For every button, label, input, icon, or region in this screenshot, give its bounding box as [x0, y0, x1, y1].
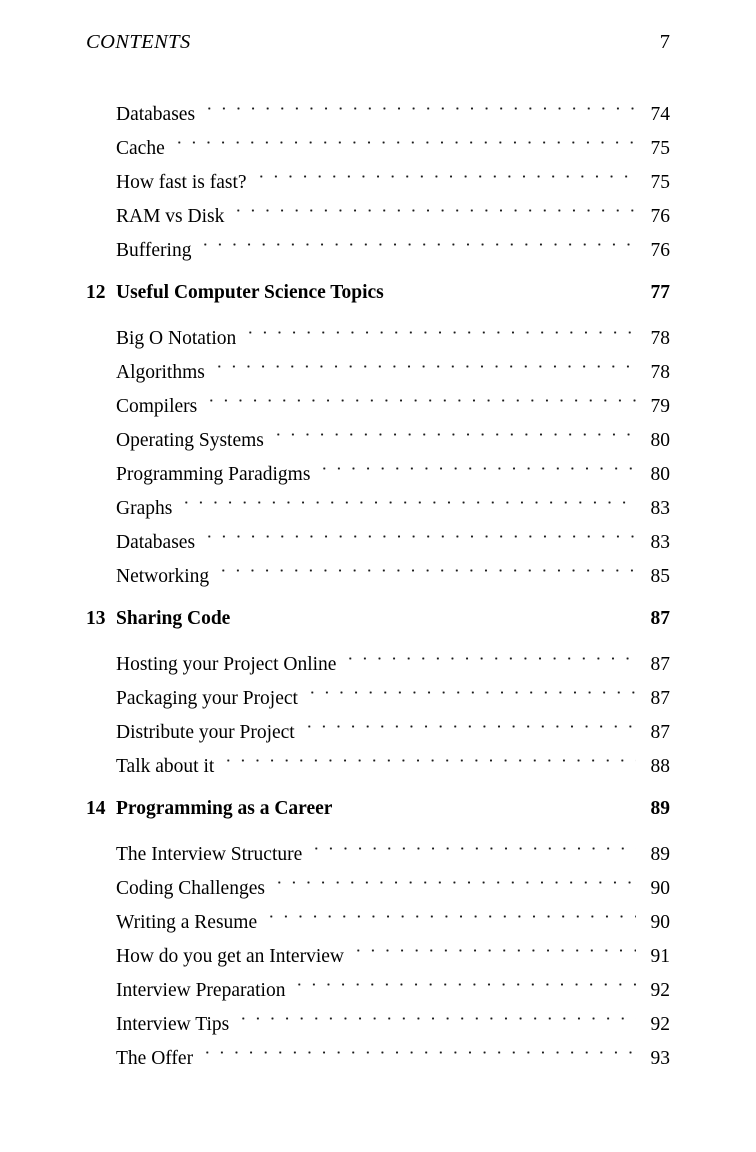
toc-entry-title: Programming Paradigms	[116, 464, 311, 485]
toc-entry-page-number: 79	[650, 396, 670, 417]
toc-entry-page-number: 87	[650, 688, 670, 709]
toc-entry-title: Databases	[116, 532, 196, 553]
dot-leader	[198, 222, 636, 256]
dot-leader	[204, 378, 636, 412]
toc-entry-title: Buffering	[116, 240, 192, 261]
toc-entry-page-number: 83	[650, 498, 670, 519]
dot-leader	[236, 996, 636, 1030]
dot-leader	[200, 1030, 636, 1064]
toc-entry-page-number: 88	[650, 756, 670, 777]
toc-entry-title: The Interview Structure	[116, 844, 303, 865]
toc-entry-title: Compilers	[116, 396, 198, 417]
toc-entry-title: Packaging your Project	[116, 688, 298, 709]
toc-entry-title: RAM vs Disk	[116, 206, 225, 227]
table-of-contents	[86, 86, 670, 1069]
toc-group	[86, 86, 670, 261]
dot-leader	[351, 928, 636, 962]
dot-leader	[243, 310, 636, 344]
toc-entry-page-number: 85	[650, 566, 670, 587]
toc-entry-row[interactable]	[86, 86, 670, 125]
toc-entry-title: Databases	[116, 104, 196, 125]
dot-leader	[202, 86, 636, 120]
dot-leader	[272, 860, 636, 894]
page-folio-number: 7	[659, 31, 670, 53]
dot-leader	[309, 826, 636, 860]
dot-leader	[271, 412, 636, 446]
toc-entry-page-number: 74	[650, 104, 670, 125]
toc-entry-page-number: 76	[650, 240, 670, 261]
toc-entry-title: Interview Tips	[116, 1014, 230, 1035]
chapter-title: Programming as a Career	[116, 798, 333, 819]
dot-leader	[216, 548, 636, 582]
dot-leader	[172, 120, 636, 154]
toc-entry-title: Hosting your Project Online	[116, 654, 337, 675]
toc-entry-row[interactable]	[86, 154, 670, 193]
dot-leader	[305, 670, 636, 704]
toc-entry-title: Coding Challenges	[116, 878, 265, 899]
chapter-page-number: 89	[650, 798, 670, 819]
dot-leader	[231, 188, 636, 222]
toc-group	[86, 602, 670, 777]
dot-leader	[221, 738, 636, 772]
toc-entry-page-number: 87	[650, 722, 670, 743]
running-head-title: CONTENTS	[86, 31, 191, 53]
toc-entry-title: Writing a Resume	[116, 912, 258, 933]
toc-entry-title: Big O Notation	[116, 328, 237, 349]
running-head	[86, 31, 670, 54]
toc-entry-title: Distribute your Project	[116, 722, 295, 743]
toc-entry-row[interactable]	[86, 120, 670, 159]
toc-entry-page-number: 90	[650, 878, 670, 899]
dot-leader	[212, 344, 636, 378]
toc-entry-page-number: 78	[650, 362, 670, 383]
toc-entry-page-number: 91	[650, 946, 670, 967]
toc-group	[86, 792, 670, 1069]
chapter-page-number: 87	[650, 608, 670, 629]
chapter-number: 14	[86, 798, 106, 819]
dot-leader	[317, 446, 636, 480]
toc-entry-title: The Offer	[116, 1048, 194, 1069]
toc-entry-page-number: 90	[650, 912, 670, 933]
toc-entry-page-number: 92	[650, 980, 670, 1001]
toc-entry-title: Networking	[116, 566, 210, 587]
toc-entry-page-number: 80	[650, 430, 670, 451]
toc-entry-row[interactable]	[86, 310, 670, 349]
toc-entry-title: How do you get an Interview	[116, 946, 344, 967]
toc-entry-title: Talk about it	[116, 756, 215, 777]
dot-leader	[264, 894, 636, 928]
toc-entry-row[interactable]	[86, 636, 670, 675]
toc-entry-page-number: 75	[650, 172, 670, 193]
chapter-page-number: 77	[650, 282, 670, 303]
dot-leader	[302, 704, 636, 738]
toc-entry-title: Interview Preparation	[116, 980, 286, 1001]
toc-entry-title: Operating Systems	[116, 430, 264, 451]
toc-entry-page-number: 92	[650, 1014, 670, 1035]
toc-entry-page-number: 83	[650, 532, 670, 553]
toc-entry-title: Cache	[116, 138, 165, 159]
dot-leader	[254, 154, 636, 188]
toc-entry-page-number: 75	[650, 138, 670, 159]
chapter-number: 12	[86, 282, 106, 303]
toc-entry-page-number: 80	[650, 464, 670, 485]
dot-leader	[202, 514, 636, 548]
toc-group	[86, 276, 670, 587]
chapter-title: Useful Computer Science Topics	[116, 282, 384, 303]
toc-chapter-row[interactable]	[86, 792, 670, 826]
toc-entry-title: Graphs	[116, 498, 173, 519]
toc-chapter-row[interactable]	[86, 602, 670, 636]
toc-entry-page-number: 93	[650, 1048, 670, 1069]
chapter-number: 13	[86, 608, 106, 629]
toc-entry-page-number: 89	[650, 844, 670, 865]
dot-leader	[179, 480, 636, 514]
toc-entry-page-number: 78	[650, 328, 670, 349]
toc-entry-page-number: 76	[650, 206, 670, 227]
toc-entry-page-number: 87	[650, 654, 670, 675]
dot-leader	[292, 962, 636, 996]
dot-leader	[343, 636, 636, 670]
toc-entry-title: Algorithms	[116, 362, 205, 383]
toc-chapter-row[interactable]	[86, 276, 670, 310]
chapter-title: Sharing Code	[116, 608, 231, 629]
toc-entry-row[interactable]	[86, 826, 670, 865]
toc-entry-title: How fast is fast?	[116, 172, 247, 193]
